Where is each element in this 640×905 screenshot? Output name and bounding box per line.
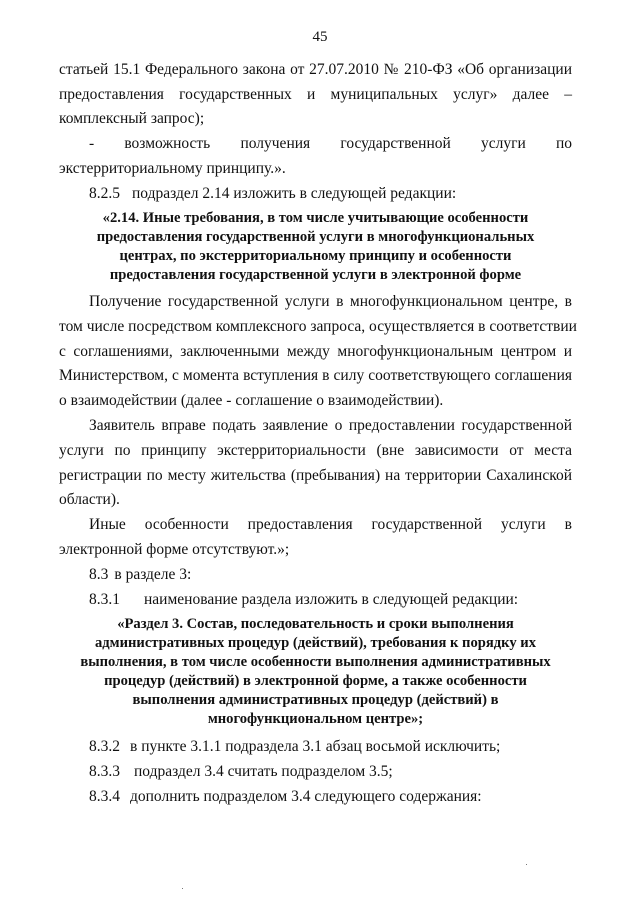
item-text: в пункте 3.1.1 подраздела 3.1 абзац восьмой исключить; [130,738,501,755]
section-heading: многофункциональном центре»; [207,711,424,727]
text-line: Заявитель вправе подать заявление о предоставлении государственной [89,417,572,434]
text-line: области). [59,491,120,508]
scan-speck [526,864,527,865]
item-number: 8.3.4 [89,788,120,805]
section-heading: выполнения, в том числе особенности выполнения административных [80,654,551,670]
item-text: дополнить подразделом 3.4 следующего содержания: [130,788,482,805]
numbered-item [89,762,393,782]
section-heading: предоставления государственной услуги в электронной форме [109,267,522,283]
section-heading: «2.14. Иные требования, в том числе учитывающие особенности [102,210,529,226]
text-line: Иные особенности предоставления государственной услуги в [89,516,572,533]
text-line: предоставления государственных и муниципальных услуг» далее – [59,86,572,103]
numbered-item [89,565,191,585]
section-heading: предоставления государственной услуги в многофункциональных [96,229,535,245]
item-text: в разделе 3: [114,566,192,583]
section-heading: административных процедур (действий), требования к порядку их [94,635,537,651]
section-heading: центрах, по экстерриториальному принципу и особенности [119,248,512,264]
item-number: 8.3.2 [89,738,120,755]
text-line: комплексный запрос); [59,110,205,127]
text-line: статьей 15.1 Федерального закона от 27.07.2010 № 210-ФЗ «Об организации [59,61,572,78]
text-line: регистрации по месту жительства (пребывания) на территории Сахалинской [59,467,572,484]
text-line: о взаимодействии (далее - соглашение о взаимодействии). [59,392,444,409]
section-heading: «Раздел 3. Состав, последовательность и сроки выполнения [117,616,514,632]
item-number: 8.2.5 [89,185,120,202]
item-text: подраздел 3.4 считать подразделом 3.5; [134,763,393,780]
section-heading: выполнения административных процедур (действий) в [132,692,499,708]
numbered-item [89,184,456,204]
page-number: 45 [312,29,328,45]
text-line: том числе посредством комплексного запроса, осуществляется в соответствии [59,318,577,335]
scan-speck [182,888,183,889]
text-line: - возможность получения государственной услуги по [89,135,572,152]
text-line: услуги по принципу экстерриториальности (вне зависимости от места [59,442,572,459]
item-text: подраздел 2.14 изложить в следующей редакции: [132,185,457,202]
item-text: наименование раздела изложить в следующей редакции: [144,591,519,608]
text-line: электронной форме отсутствуют.»; [59,541,290,558]
item-number: 8.3 [89,566,109,583]
numbered-item [89,590,518,610]
numbered-item [89,737,500,757]
text-line: с соглашениями, заключенными между многофункциональным центром и [59,343,572,360]
item-number: 8.3.1 [89,591,120,608]
text-line: экстерриториальному принципу.». [59,160,286,177]
text-line: Получение государственной услуги в многофункциональном центре, в [89,293,572,310]
section-heading: процедур (действий) в электронной форме, а также особенности [104,673,527,689]
text-line: Министерством, с момента вступления в силу соответствующего соглашения [59,367,572,384]
numbered-item [89,787,482,807]
item-number: 8.3.3 [89,763,120,780]
